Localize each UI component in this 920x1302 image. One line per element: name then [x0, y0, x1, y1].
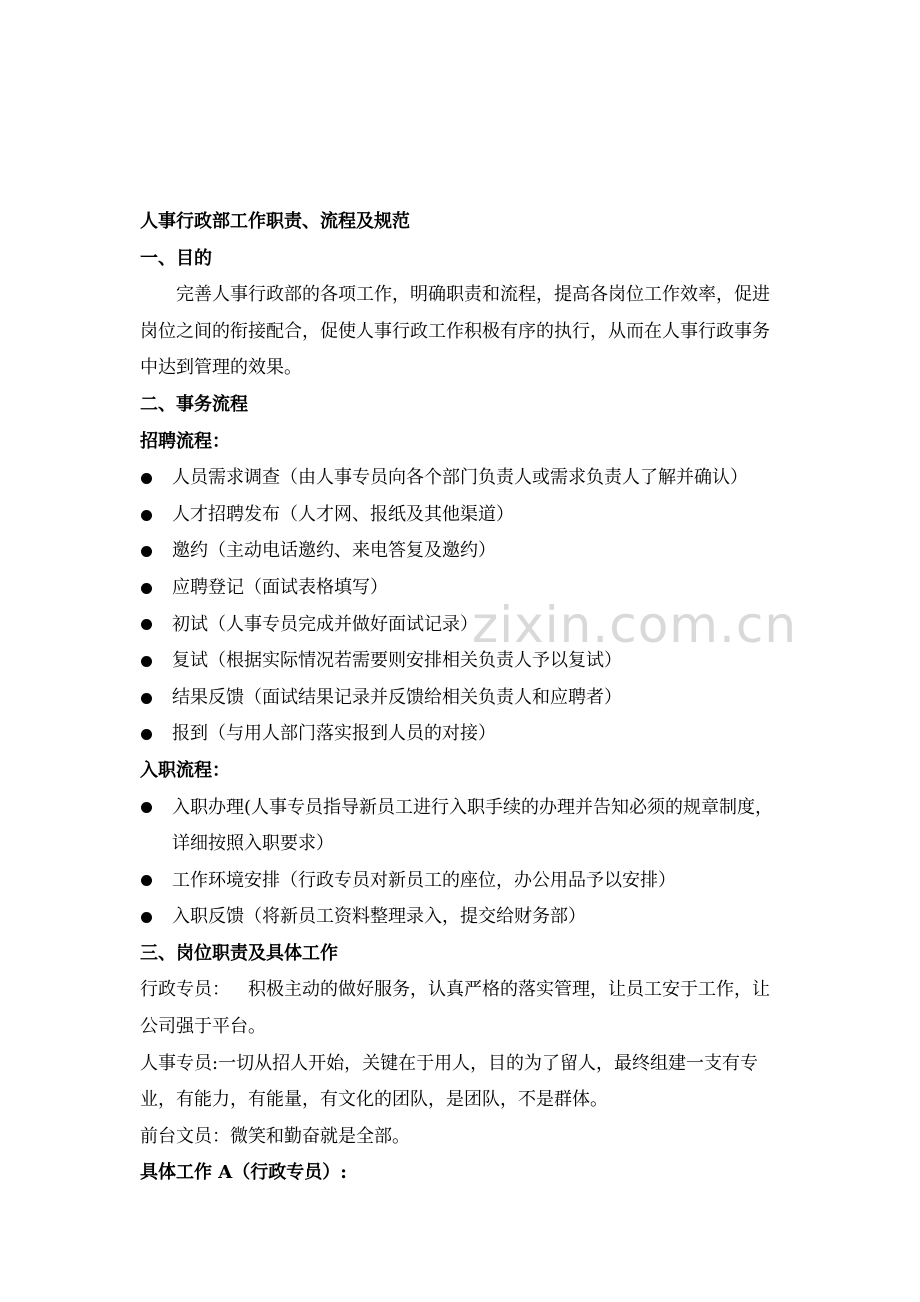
list-item: [140, 533, 790, 570]
list-item: [140, 607, 790, 644]
document-title: 人事行政部工作职责、流程及规范: [140, 211, 410, 232]
list-item-text: 结果反馈（面试结果记录并反馈给相关负责人和应聘者）: [172, 686, 622, 708]
list-item-text: 初试（人事专员完成并做好面试记录）: [172, 613, 478, 635]
list-item-continuation: 详细按照入职要求）: [172, 833, 334, 855]
bullet-icon: [141, 729, 152, 740]
section-purpose-heading: 一、目的: [140, 247, 212, 269]
purpose-paragraph-line: 中达到管理的效果。: [140, 357, 302, 379]
front-desk-duty-line: 前台文员：微笑和勤奋就是全部。: [140, 1125, 410, 1147]
bullet-icon: [141, 510, 152, 521]
bullet-icon: [141, 619, 152, 630]
list-item-text: 邀约（主动电话邀约、来电答复及邀约）: [172, 540, 496, 562]
list-item: [140, 899, 790, 936]
admin-label: 行政专员：: [140, 979, 230, 1001]
list-item: [140, 863, 790, 900]
list-item-text: 工作环境安排（行政专员对新员工的座位，办公用品予以安排）: [172, 869, 676, 891]
hr-duty-line: 人事专员:一切从招人开始，关键在于用人，目的为了留人，最终组建一支有专: [140, 1052, 759, 1074]
onboard-process-heading: 入职流程：: [140, 759, 230, 781]
list-item: [140, 460, 790, 497]
list-item-text: 人员需求调查（由人事专员向各个部门负责人或需求负责人了解并确认）: [172, 467, 748, 489]
document-body: [140, 204, 790, 1192]
list-item: [140, 680, 790, 717]
purpose-paragraph-line: 完善人事行政部的各项工作，明确职责和流程，提高各岗位工作效率，促进: [176, 284, 770, 306]
list-item-text: 入职办理(人事专员指导新员工进行入职手续的办理并告知必须的规章制度，: [172, 796, 774, 818]
admin-duty-text: 积极主动的做好服务，认真严格的落实管理，让员工安于工作，让: [248, 979, 770, 1001]
section-process-heading: 二、事务流程: [140, 393, 248, 415]
list-item-text: 人才招聘发布（人才网、报纸及其他渠道）: [172, 503, 514, 525]
bullet-icon: [141, 473, 152, 484]
section-duties-heading: 三、岗位职责及具体工作: [140, 942, 338, 964]
work-a-heading: 具体工作 A（行政专员）:: [140, 1162, 347, 1184]
list-item: [140, 570, 790, 607]
bullet-icon: [141, 693, 152, 704]
bullet-icon: [141, 875, 152, 886]
list-item: [140, 790, 790, 827]
list-item-text: 入职反馈（将新员工资料整理录入，提交给财务部）: [172, 906, 586, 928]
list-item: [140, 716, 790, 753]
bullet-icon: [141, 583, 152, 594]
watermark: zixin.com.cn: [472, 596, 798, 654]
list-item-text: 应聘登记（面试表格填写）: [172, 576, 388, 598]
recruit-process-heading: 招聘流程：: [140, 430, 230, 452]
purpose-paragraph-line: 岗位之间的衔接配合，促使人事行政工作积极有序的执行，从而在人事行政事务: [140, 320, 770, 342]
bullet-icon: [141, 802, 152, 813]
list-item: [140, 497, 790, 534]
list-item: [140, 643, 790, 680]
list-item-text: 报到（与用人部门落实报到人员的对接）: [172, 723, 496, 745]
bullet-icon: [141, 656, 152, 667]
bullet-icon: [141, 912, 152, 923]
list-item-text: 复试（根据实际情况若需要则安排相关负责人予以复试）: [172, 650, 622, 672]
hr-duty-line: 业，有能力，有能量，有文化的团队，是团队，不是群体。: [140, 1089, 608, 1111]
bullet-icon: [141, 546, 152, 557]
admin-duty-line: 公司强于平台。: [140, 1016, 266, 1038]
admin-duty-line: [140, 972, 790, 1009]
